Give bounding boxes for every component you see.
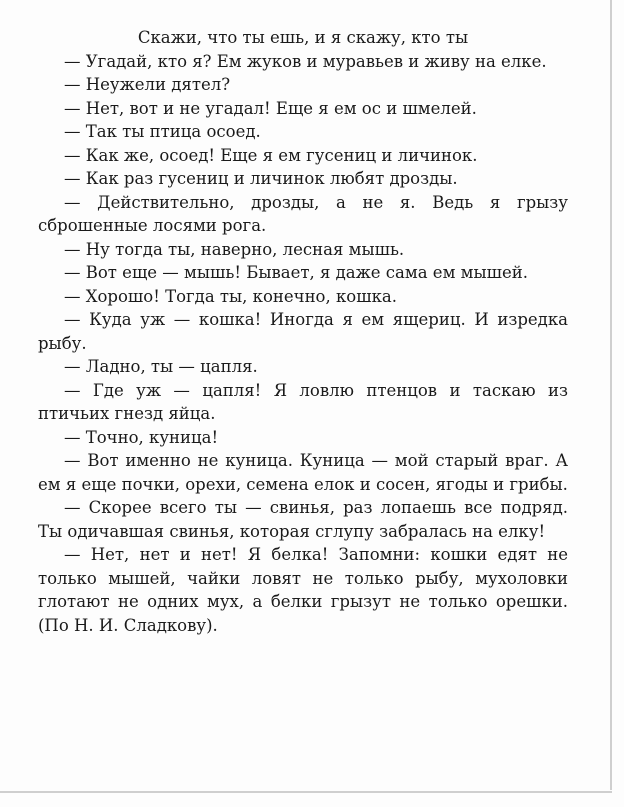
dialogue-line-7: — Действительно, дрозды, а не я. Ведь я грызу сброшенные лосями рога. [38,192,568,235]
dialogue-line-17: — Нет, нет и нет! Я белка! Запомни: кошки едят не только мышей, чайки ловят не только рыбу, мухоловки глотают не одних мух, а белки грызут не только орешки. (По Н. И. Сладкову). [38,545,568,635]
dialogue-line-10: — Хорошо! Тогда ты, конечно, кошка. [64,286,397,306]
dialogue-line-4: — Так ты птица осоед. [64,122,261,141]
dialogue-line-9: — Вот еще — мышь! Бывает, я даже сама ем мышей. [64,263,528,282]
dialogue-line-13: — Где уж — цапля! Я ловлю птенцов и таскаю из птичьих гнезд яйца. [38,380,568,423]
dialogue-line-5: — Как же, осоед! Еще я ем гусениц и личинок. [64,145,478,165]
dialogue-line-11: — Куда уж — кошка! Иногда я ем ящериц. И изредка рыбу. [38,310,568,353]
story-text [38,26,568,637]
dialogue-line-3: — Нет, вот и не угадал! Еще я ем ос и шмелей. [64,98,477,118]
story-title: Скажи, что ты ешь, и я скажу, кто ты [137,28,469,47]
dialogue-line-8: — Ну тогда ты, наверно, лесная мышь. [64,239,405,259]
page-bottom-line [0,791,612,793]
dialogue-line-12: — Ладно, ты — цапля. [64,357,258,376]
dialogue-line-16: — Скорее всего ты — свинья, раз лопаешь все подряд. Ты одичавшая свинья, которая сглупу забралась на елку! [38,498,568,541]
dialogue-line-14: — Точно, куница! [64,427,219,447]
dialogue-line-2: — Неужели дятел? [64,75,231,94]
page-edge-line [610,0,612,790]
dialogue-line-1: — Угадай, кто я? Ем жуков и муравьев и живу на елке. [64,51,547,71]
dialogue-line-15: — Вот именно не куница. Куница — мой старый враг. А ем я еще почки, орехи, семена елок и сосен, ягоды и грибы. [38,451,568,494]
dialogue-line-6: — Как раз гусениц и личинок любят дрозды. [64,169,458,188]
